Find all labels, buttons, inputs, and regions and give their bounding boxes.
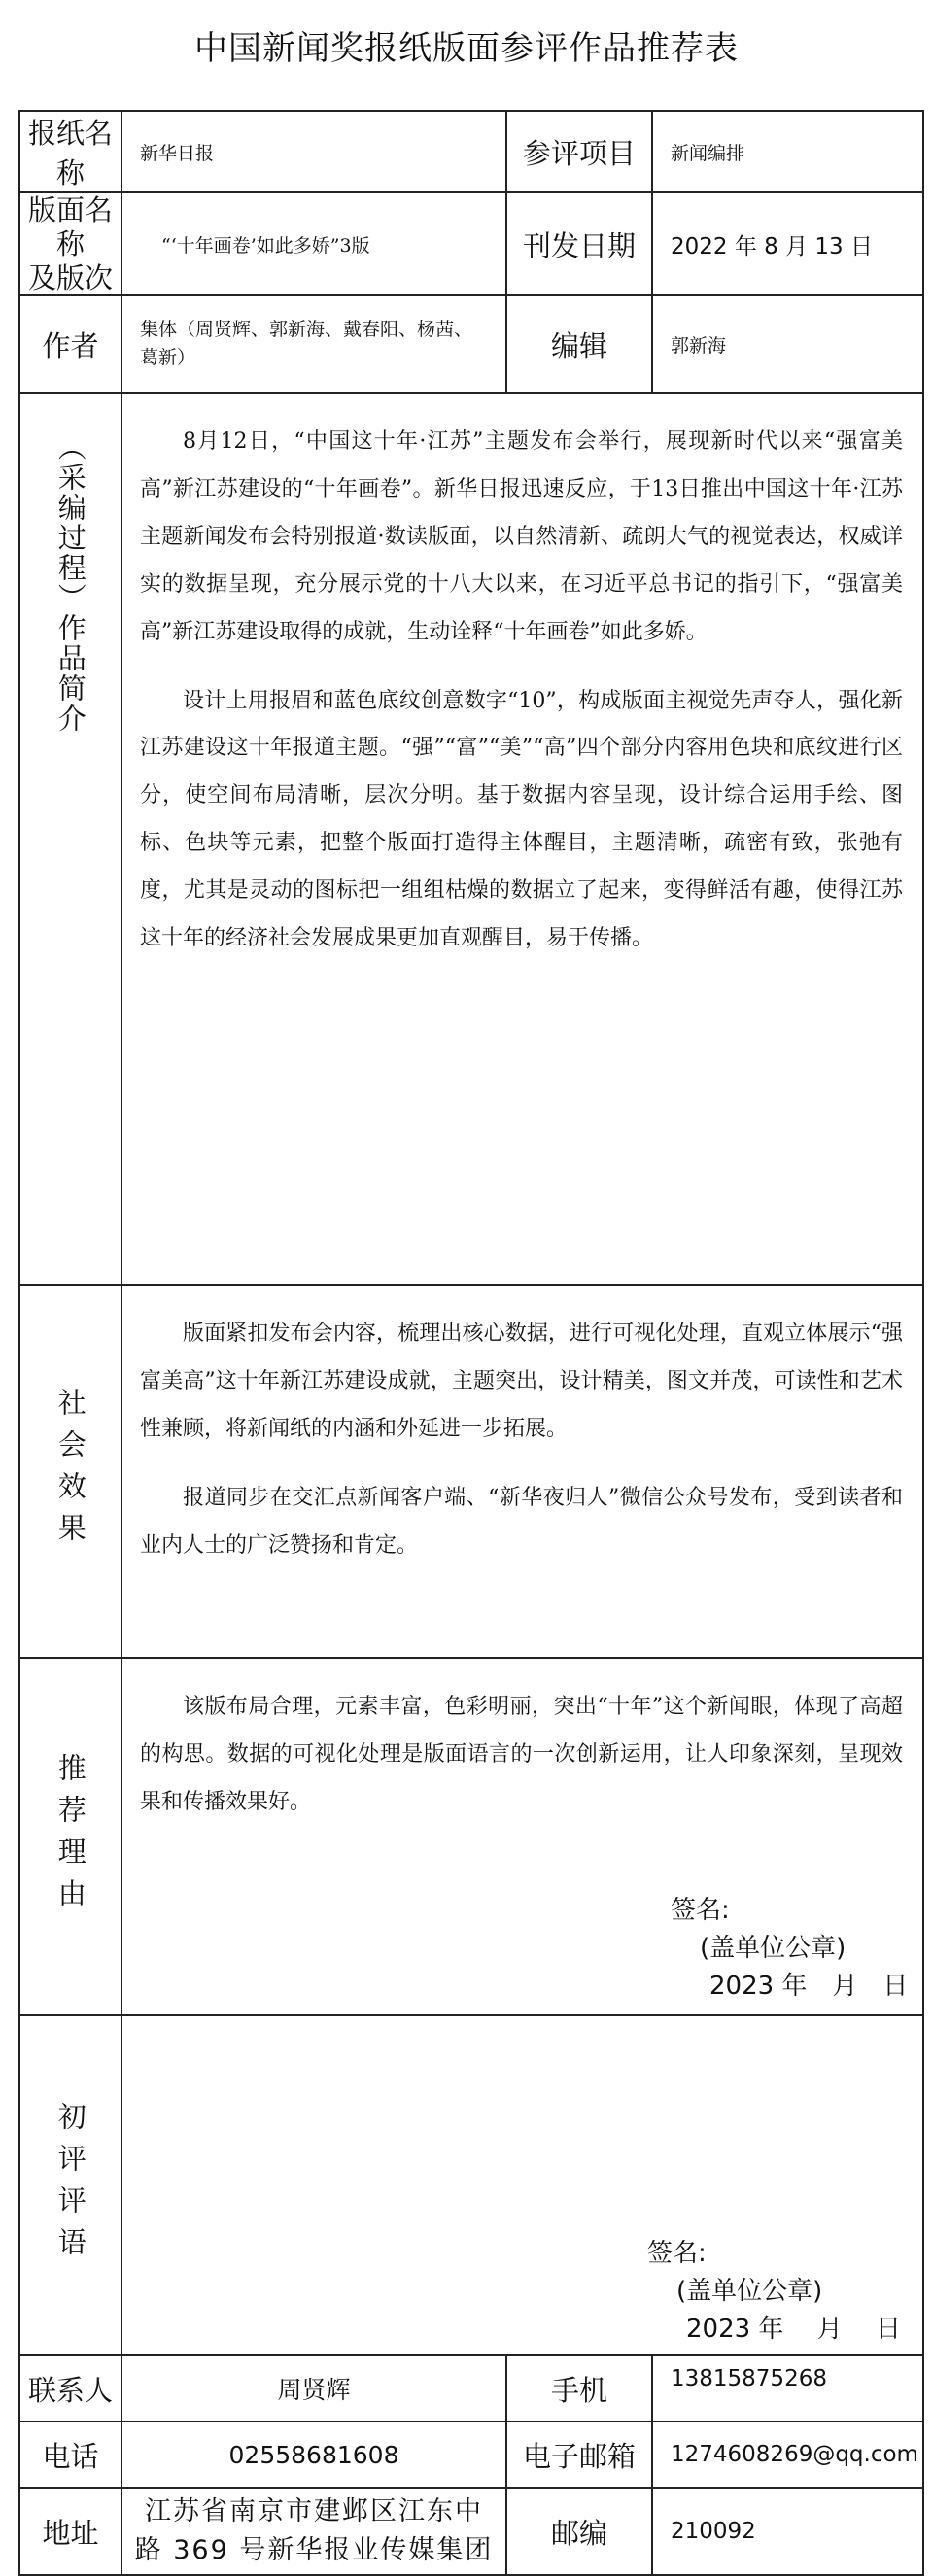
email-value: 1274608269@qq.com: [652, 2421, 923, 2488]
effect-label: [19, 1285, 121, 1658]
row-review: [19, 2015, 923, 2355]
mobile-label: 手机: [506, 2355, 652, 2421]
review-signature: [647, 2235, 901, 2349]
effect-label-text: 社会效果: [53, 1388, 87, 1556]
effect-paragraph: 版面紧扣发布会内容，梳理出核心数据，进行可视化处理，直观立体展示“强富美高”这十年新江苏建设成就，主题突出，设计精美，图文并茂，可读性和艺术性兼顾，将新闻纸的内涵和外延进一步拓展。: [140, 1322, 903, 1442]
reason-signature: [671, 1892, 908, 2006]
address-line-2: 路 369 号新华报业传媒集团: [134, 2535, 494, 2566]
intro-label-text: （采编过程）作品简介: [53, 432, 87, 735]
page-name-label: [19, 192, 121, 295]
phone-label: 电话: [19, 2421, 121, 2488]
page-name-value: “‘十年画卷’如此多娇”3版: [121, 192, 506, 295]
author-label: 作者: [19, 295, 121, 393]
pub-date-label: 刊发日期: [506, 192, 652, 295]
row-page-name: [19, 192, 923, 295]
newspaper-label: 报纸名称: [19, 111, 121, 192]
address-value: [121, 2488, 506, 2575]
category-label: 参评项目: [506, 111, 652, 192]
email-label: 电子邮箱: [506, 2421, 652, 2488]
phone-value: 02558681608: [121, 2421, 506, 2488]
reason-paragraph: 该版布局合理，元素丰富，色彩明丽，突出“十年”这个新闻眼，体现了高超的构思。数据的可视化处理是版面语言的一次创新运用，让人印象深刻，呈现效果和传播效果好。: [140, 1695, 903, 1815]
author-value: 集体（周贤辉、郭新海、戴春阳、杨茜、葛新）: [121, 295, 506, 393]
page-name-label-line2: 及版次: [27, 260, 113, 294]
review-sign-label: 签名:: [647, 2239, 707, 2269]
intro-content: [121, 393, 923, 1285]
reason-date: 2023 年 月 日: [709, 1972, 909, 2002]
row-newspaper: [19, 111, 923, 192]
reason-sign-label: 签名:: [671, 1896, 730, 1926]
review-content: [121, 2015, 923, 2355]
row-address: [19, 2488, 923, 2575]
newspaper-value: 新华日报: [121, 111, 506, 192]
intro-label: [19, 393, 121, 1285]
page-name-label-line1: 版面名称: [27, 193, 113, 260]
row-intro: [19, 393, 923, 1285]
review-date: 2023 年 月 日: [686, 2315, 901, 2345]
editor-value: 郭新海: [652, 295, 923, 393]
recommendation-form-table: [18, 110, 924, 2576]
reason-label-text: 推荐理由: [53, 1753, 87, 1921]
contact-label: 联系人: [19, 2355, 121, 2421]
review-seal-label: (盖单位公章): [676, 2277, 823, 2307]
review-label-text: 初评评语: [53, 2102, 87, 2270]
intro-paragraph: 8月12日，“中国这十年·江苏”主题发布会举行，展现新时代以来“强富美高”新江苏建设的“十年画卷”。新华日报迅速反应，于13日推出中国这十年·江苏主题新闻发布会特别报道·数读版面，以自然清新、疏朗大气的视觉表达，权威详实的数据呈现，充分展示党的十八大以来，在习近平总书记的指引下，“强富美高”新江苏建设取得的成就，生动诠释“十年画卷”如此多娇。: [140, 429, 903, 644]
address-label: 地址: [19, 2488, 121, 2575]
category-value: 新闻编排: [652, 111, 923, 192]
row-phone: [19, 2421, 923, 2488]
pub-date-value: 2022 年 8 月 13 日: [652, 192, 923, 295]
postcode-label: 邮编: [506, 2488, 652, 2575]
postcode-value: 210092: [652, 2488, 923, 2575]
form-title: 中国新闻奖报纸版面参评作品推荐表: [194, 29, 739, 68]
effect-content: [121, 1285, 923, 1658]
row-author: [19, 295, 923, 393]
row-effect: [19, 1285, 923, 1658]
row-reason: [19, 1658, 923, 2015]
reason-content: [121, 1658, 923, 2015]
reason-label: [19, 1658, 121, 2015]
mobile-value: 13815875268: [652, 2355, 923, 2421]
address-line-1: 江苏省南京市建邺区江东中: [145, 2495, 483, 2526]
contact-value: 周贤辉: [121, 2355, 506, 2421]
effect-paragraph: 报道同步在交汇点新闻客户端、“新华夜归人”微信公众号发布，受到读者和业内人士的广泛赞扬和肯定。: [140, 1485, 903, 1558]
reason-seal-label: (盖单位公章): [700, 1934, 847, 1964]
review-label: [19, 2015, 121, 2355]
intro-paragraph: 设计上用报眉和蓝色底纹创意数字“10”，构成版面主视觉先声夺人，强化新江苏建设这十年报道主题。“强”“富”“美”“高”四个部分内容用色块和底纹进行区分，使空间布局清晰，层次分明。基于数据内容呈现，设计综合运用手绘、图标、色块等元素，把整个版面打造得主体醒目，主题清晰，疏密有致，张弛有度，尤其是灵动的图标把一组组枯燥的数据立了起来，变得鲜活有趣，使得江苏这十年的经济社会发展成果更加直观醒目，易于传播。: [140, 688, 903, 950]
row-contact: [19, 2355, 923, 2421]
editor-label: 编辑: [506, 295, 652, 393]
